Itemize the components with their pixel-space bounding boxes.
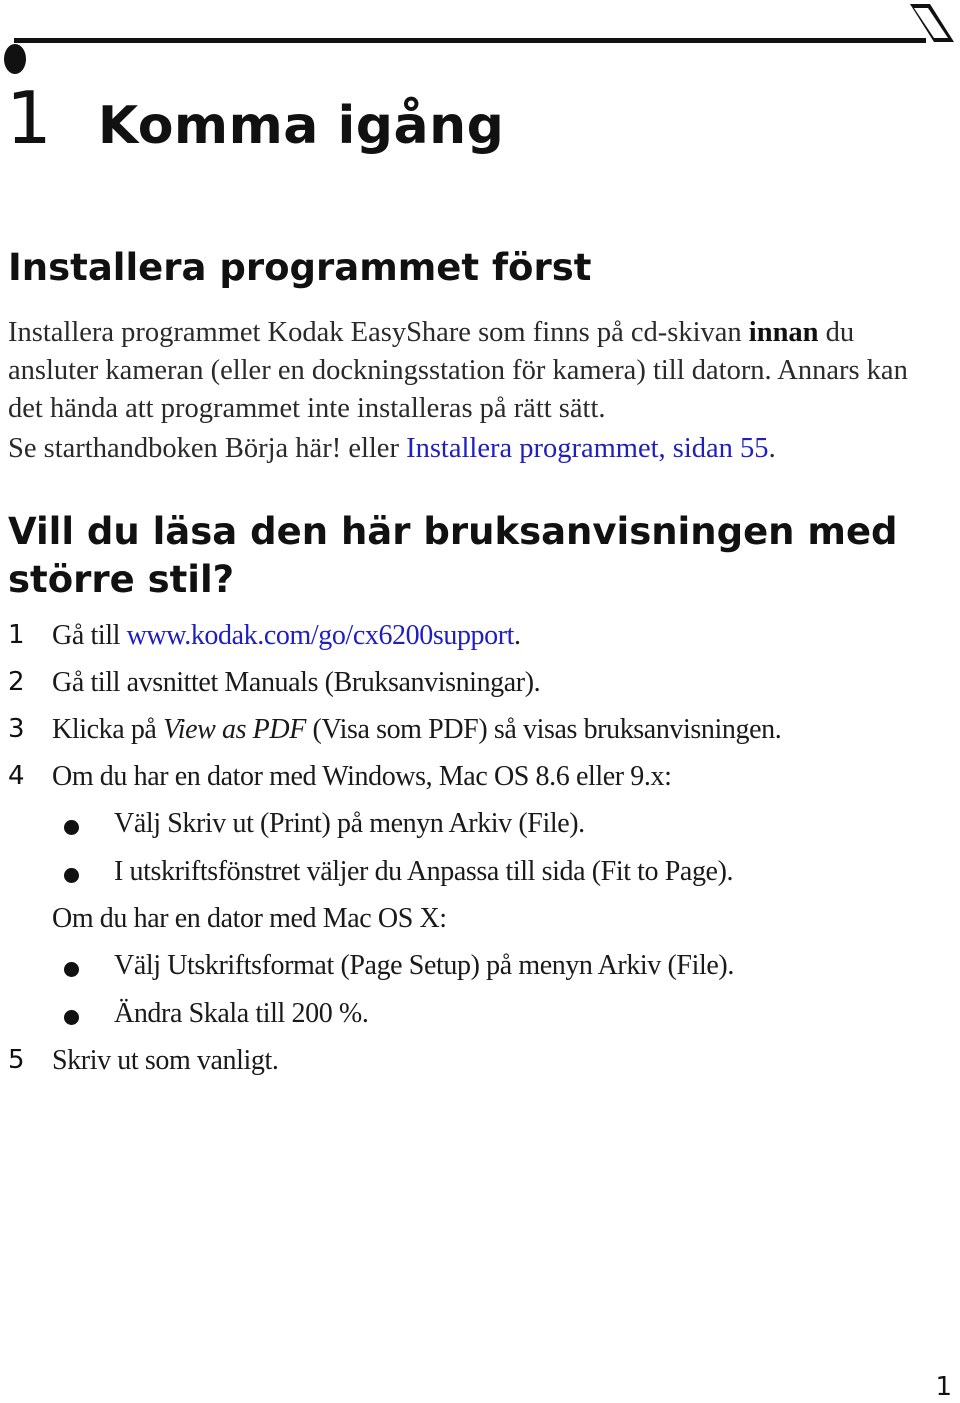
- bullet-text: I utskriftsfönstret väljer du Anpassa till sida (Fit to Page).: [114, 856, 734, 887]
- header-rule-dot: [4, 44, 26, 74]
- section-heading-larger-print: Vill du läsa den här bruksanvisningen med större stil?: [8, 510, 898, 601]
- kodak-support-link[interactable]: www.kodak.com/go/cx6200support: [126, 620, 515, 651]
- chapter-heading: [6, 76, 504, 166]
- step-text: Gå till avsnittet Manuals (Bruksanvisningar).: [52, 667, 541, 698]
- page-corner-arrow-icon: [908, 0, 956, 48]
- bullet-icon: [64, 820, 79, 835]
- macosx-intro-text: Om du har en dator med Mac OS X:: [52, 903, 447, 934]
- bullet-text: Ändra Skala till 200 %.: [114, 998, 369, 1029]
- step-text-suffix: .: [514, 620, 521, 651]
- step-number: 1: [8, 620, 25, 650]
- step-text-italic: View as PDF: [163, 714, 306, 745]
- step-number: 5: [8, 1045, 25, 1075]
- step-number: 2: [8, 667, 25, 697]
- bullet-icon: [64, 1010, 79, 1025]
- bullet-text: Välj Skriv ut (Print) på menyn Arkiv (File).: [114, 808, 585, 839]
- install-paragraph: [8, 314, 943, 428]
- step-text-prefix: Gå till: [52, 620, 127, 651]
- step-number: 4: [8, 761, 25, 791]
- see-also-line: [8, 430, 776, 468]
- chapter-title: Komma igång: [97, 96, 505, 156]
- header-rule: [14, 38, 926, 43]
- step-text: [52, 620, 521, 652]
- step-text: Om du har en dator med Windows, Mac OS 8.6 eller 9.x:: [52, 761, 672, 792]
- install-paragraph-bold: innan: [748, 317, 819, 348]
- bullet-icon: [64, 962, 79, 977]
- bullet-text: Välj Utskriftsformat (Page Setup) på menyn Arkiv (File).: [114, 950, 734, 981]
- install-software-link[interactable]: Installera programmet, sidan 55: [406, 433, 769, 464]
- step-text: Skriv ut som vanligt.: [52, 1045, 279, 1076]
- step-text-prefix: Klicka på: [52, 714, 164, 745]
- step-text: [52, 714, 781, 746]
- step-number: 3: [8, 714, 25, 744]
- install-paragraph-text: Installera programmet Kodak EasyShare som finns på cd-skivan: [8, 317, 749, 348]
- install-paragraph-rest: du ansluter kameran (eller en dockningsstation för kamera) till datorn. Annars kan det hända att programmet inte installeras på rätt sätt.: [8, 317, 908, 424]
- page-number: 1: [935, 1372, 952, 1402]
- bullet-icon: [64, 868, 79, 883]
- section-heading-install: Installera programmet först: [8, 246, 592, 289]
- chapter-number: 1: [6, 76, 50, 160]
- step-text-suffix: (Visa som PDF) så visas bruksanvisningen.: [305, 714, 782, 745]
- see-also-prefix: Se starthandboken Börja här! eller: [8, 433, 407, 464]
- see-also-suffix: .: [768, 433, 776, 464]
